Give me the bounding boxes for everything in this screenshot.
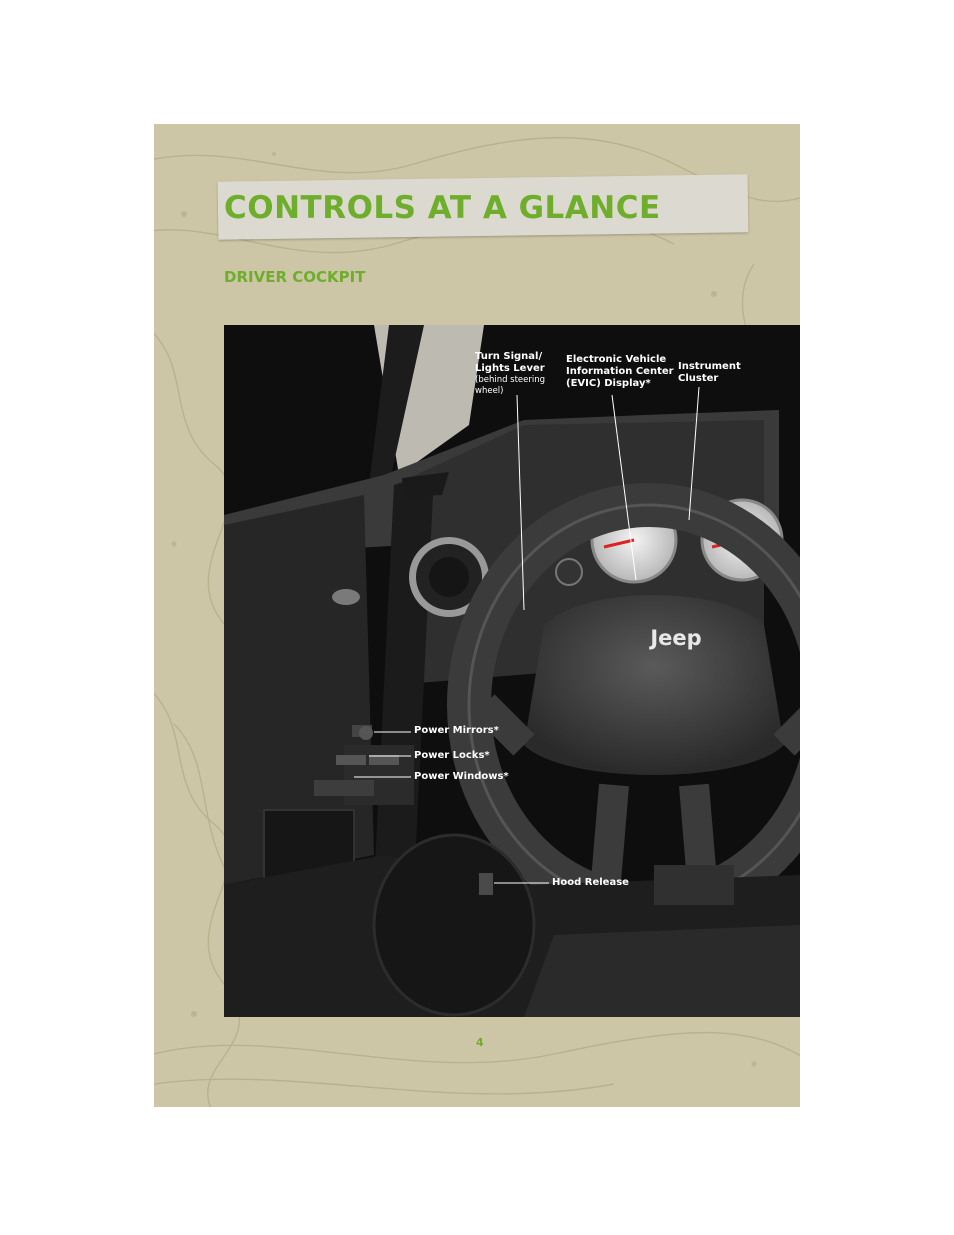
hood-release-handle — [479, 873, 493, 895]
driver-cockpit-photo — [224, 325, 800, 1017]
cockpit-illustration — [224, 325, 800, 1017]
section-title: DRIVER COCKPIT — [224, 268, 366, 286]
pedal — [654, 865, 734, 905]
evic-callout: Electronic Vehicle Information Center (EVIC) Display* — [566, 354, 674, 389]
power-mirrors-callout: Power Mirrors* — [414, 725, 499, 736]
page-panel — [154, 124, 800, 1107]
speaker — [374, 835, 534, 1015]
steering-hub — [524, 595, 784, 775]
page-title: CONTROLS AT A GLANCE — [224, 190, 661, 226]
hood-release-callout: Hood Release — [552, 877, 629, 888]
door-handle — [332, 589, 360, 605]
page-number: 4 — [476, 1036, 484, 1049]
driver-seat — [524, 925, 800, 1017]
power-locks-callout: Power Locks* — [414, 750, 490, 761]
jeep-logo: Jeep — [650, 626, 702, 650]
turn-signal-callout: Turn Signal/ Lights Lever (behind steering wheel) — [475, 351, 546, 396]
power-windows-callout: Power Windows* — [414, 771, 509, 782]
instrument-cluster-callout: Instrument Cluster — [678, 361, 741, 384]
